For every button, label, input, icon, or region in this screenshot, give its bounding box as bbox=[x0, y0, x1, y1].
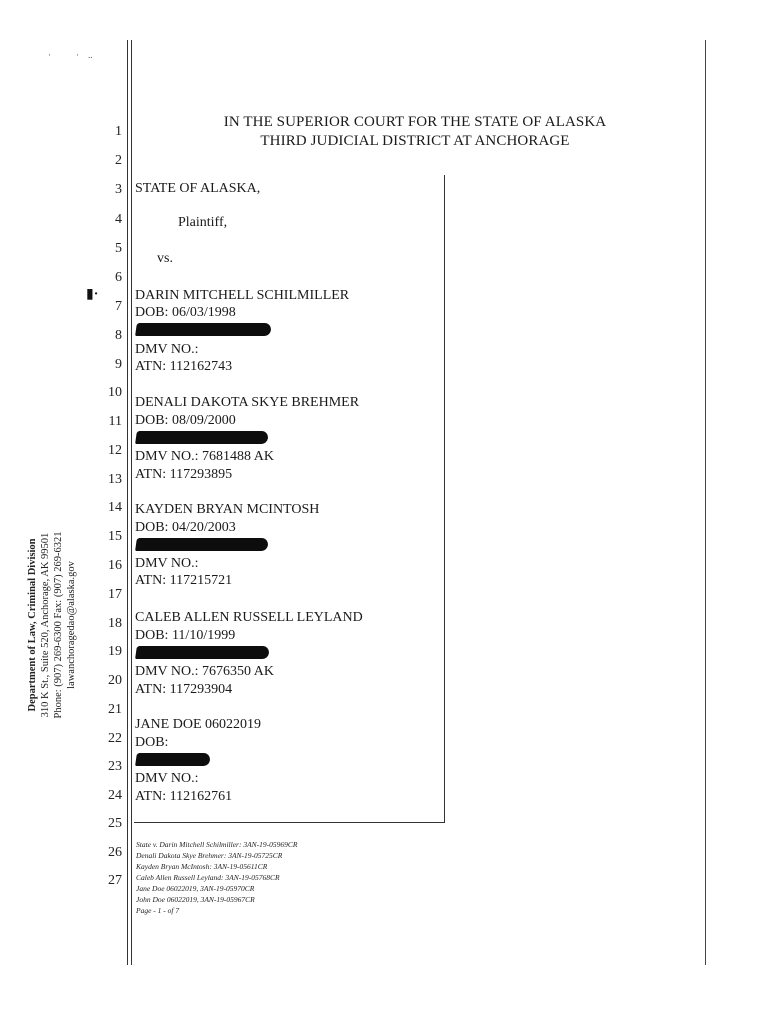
line-number: 4 bbox=[115, 212, 122, 227]
line-number: 23 bbox=[108, 759, 122, 774]
scan-speck: .. bbox=[88, 50, 93, 60]
defendant-name: DENALI DAKOTA SKYE BREHMER bbox=[135, 395, 360, 410]
defendant-dob: DOB: bbox=[135, 735, 169, 750]
line-number: 9 bbox=[115, 357, 122, 372]
line-number: 20 bbox=[108, 673, 122, 688]
redaction-mark bbox=[135, 431, 269, 444]
footer-case-line: State v. Darin Mitchell Schilmiller: 3AN-19-05969CR bbox=[136, 840, 298, 849]
defendant-atn: ATN: 112162761 bbox=[135, 789, 233, 804]
page-number: Page - 1 - of 7 bbox=[136, 906, 180, 915]
line-number: 6 bbox=[115, 270, 122, 285]
court-name: IN THE SUPERIOR COURT FOR THE STATE OF ALASKA bbox=[223, 114, 607, 130]
footer-case-line: Denali Dakota Skye Brehmer: 3AN-19-05725CR bbox=[136, 851, 283, 860]
defendant-dmv: DMV NO.: bbox=[135, 342, 199, 357]
line-number: 7 bbox=[115, 299, 122, 314]
footer-case-line: Caleb Allen Russell Leyland: 3AN-19-05768CR bbox=[136, 873, 280, 882]
defendant-dob: DOB: 11/10/1999 bbox=[135, 628, 236, 643]
line-number: 12 bbox=[108, 443, 122, 458]
line-number: 11 bbox=[108, 414, 122, 429]
plaintiff-label: Plaintiff, bbox=[178, 215, 228, 230]
line-number: 21 bbox=[108, 702, 122, 717]
scan-speck: · bbox=[76, 50, 79, 60]
defendant-atn: ATN: 112162743 bbox=[135, 359, 233, 374]
line-number: 25 bbox=[108, 816, 122, 831]
line-number: 15 bbox=[108, 529, 122, 544]
line-number: 19 bbox=[108, 644, 122, 659]
defendant-dob: DOB: 08/09/2000 bbox=[135, 413, 236, 428]
defendant-name: KAYDEN BRYAN MCINTOSH bbox=[135, 502, 320, 517]
office-phone: Phone: (907) 269-6300 Fax: (907) 269-6321 bbox=[53, 531, 64, 719]
defendant-dmv: DMV NO.: bbox=[135, 771, 199, 786]
line-number: 8 bbox=[115, 328, 122, 343]
office-address: 310 K St., Suite 520, Anchorage, AK 99501 bbox=[40, 532, 51, 718]
defendant-name: DARIN MITCHELL SCHILMILLER bbox=[135, 288, 350, 303]
defendant-atn: ATN: 117215721 bbox=[135, 573, 233, 588]
defendant-dob: DOB: 06/03/1998 bbox=[135, 305, 236, 320]
defendant-atn: ATN: 117293904 bbox=[135, 682, 233, 697]
line-number: 10 bbox=[108, 385, 122, 400]
line-number: 1 bbox=[115, 124, 122, 139]
footer-case-line: Kayden Bryan McIntosh: 3AN-19-05611CR bbox=[136, 862, 268, 871]
case-footer bbox=[136, 839, 298, 916]
defendant-name: JANE DOE 06022019 bbox=[135, 717, 261, 732]
defendant-name: CALEB ALLEN RUSSELL LEYLAND bbox=[135, 610, 363, 625]
defendant-dob: DOB: 04/20/2003 bbox=[135, 520, 236, 535]
left-margin-rule-inner bbox=[131, 40, 132, 965]
line-number: 24 bbox=[108, 788, 122, 803]
plaintiff-name: STATE OF ALASKA, bbox=[135, 181, 261, 196]
line-number: 3 bbox=[115, 182, 122, 197]
office-name: Department of Law, Criminal Division bbox=[27, 538, 38, 712]
redaction-mark bbox=[135, 538, 269, 551]
line-number: 2 bbox=[115, 153, 122, 168]
defendant-atn: ATN: 117293895 bbox=[135, 467, 233, 482]
scan-mark: ▮· bbox=[86, 287, 99, 302]
redaction-mark bbox=[135, 646, 270, 659]
footer-case-line: John Doe 06022019, 3AN-19-05967CR bbox=[136, 895, 255, 904]
defendant-dmv: DMV NO.: 7676350 AK bbox=[135, 664, 274, 679]
redaction-mark bbox=[135, 753, 211, 766]
defendant-dmv: DMV NO.: 7681488 AK bbox=[135, 449, 274, 464]
line-number: 18 bbox=[108, 616, 122, 631]
line-number: 27 bbox=[108, 873, 122, 888]
line-number: 26 bbox=[108, 845, 122, 860]
right-margin-rule bbox=[705, 40, 706, 965]
left-margin-rule bbox=[127, 40, 128, 965]
court-header bbox=[170, 113, 660, 151]
line-number: 16 bbox=[108, 558, 122, 573]
line-number: 5 bbox=[115, 241, 122, 256]
footer-case-line: Jane Doe 06022019, 3AN-19-05970CR bbox=[136, 884, 255, 893]
line-number: 13 bbox=[108, 472, 122, 487]
line-number: 14 bbox=[108, 500, 122, 515]
line-number: 22 bbox=[108, 731, 122, 746]
redaction-mark bbox=[135, 323, 272, 336]
judicial-district: THIRD JUDICIAL DISTRICT AT ANCHORAGE bbox=[260, 133, 570, 149]
line-number: 17 bbox=[108, 587, 122, 602]
defendant-dmv: DMV NO.: bbox=[135, 556, 199, 571]
scan-speck: · bbox=[48, 50, 51, 60]
office-email: lawanchoragedao@alaska.gov bbox=[66, 561, 77, 689]
versus-label: vs. bbox=[157, 251, 173, 266]
